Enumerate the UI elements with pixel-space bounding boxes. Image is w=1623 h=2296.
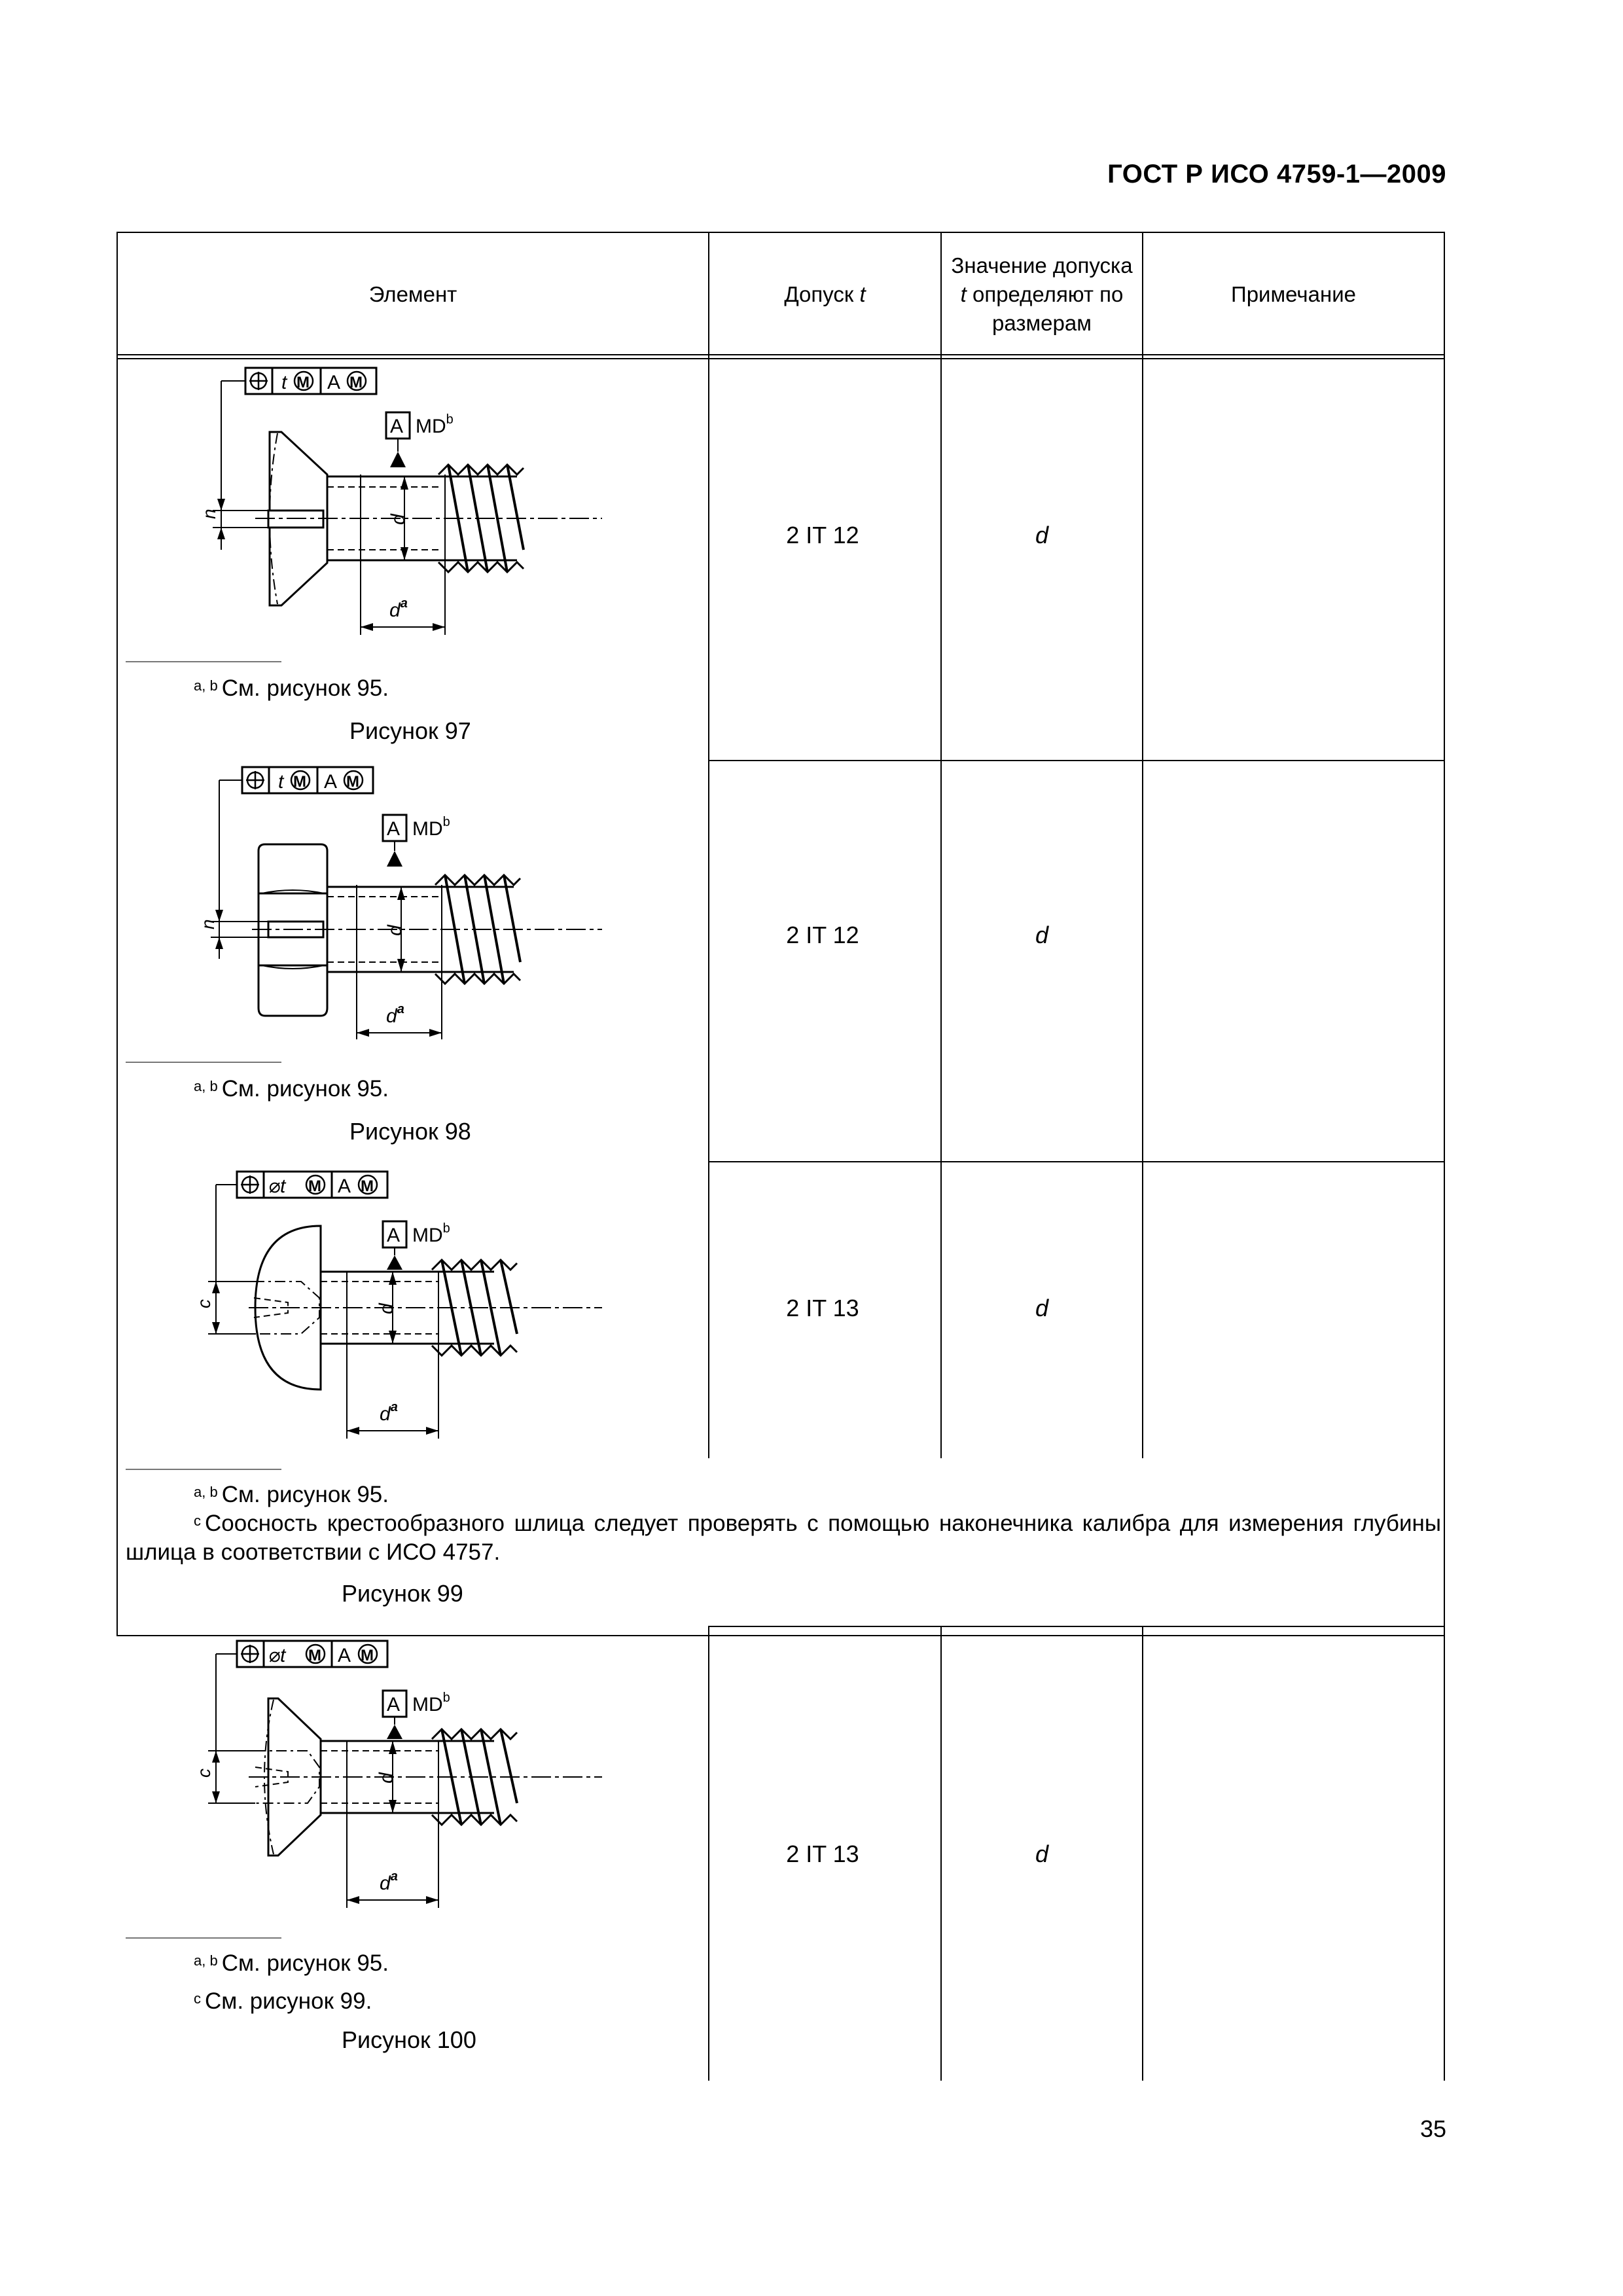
page-number: 35 xyxy=(1419,2115,1446,2142)
svg-text:da: $d^a$ xyxy=(389,596,408,621)
svg-text:d: d xyxy=(376,1772,397,1784)
svg-text:MDb: $MD^b$ xyxy=(412,815,450,840)
svg-text:M: M xyxy=(361,1177,374,1195)
column-header-note: Примечание xyxy=(1230,282,1356,306)
svg-text:M: M xyxy=(361,1647,374,1664)
col-divider-1 xyxy=(708,232,709,1458)
svg-text:d: d xyxy=(387,514,409,525)
col-divider-3 xyxy=(1142,232,1143,1458)
svg-text:n: n xyxy=(199,509,219,519)
figure-caption: Рисунок 98 xyxy=(349,1118,471,1145)
footnote: $^{a, b}$ См. рисунок 95. xyxy=(194,1950,389,1976)
svg-text:c: c xyxy=(194,1768,214,1778)
figure-99-drawing xyxy=(190,1164,609,1452)
svg-text:A: A xyxy=(390,416,404,437)
svg-text:⌀t: ⌀t xyxy=(268,1175,286,1197)
figure-caption: Рисунок 100 xyxy=(342,2026,476,2053)
value-cell: d xyxy=(1035,522,1049,548)
table-right-border xyxy=(1444,232,1445,2081)
svg-text:da: $d^a$ xyxy=(386,1002,404,1027)
svg-text:A: A xyxy=(338,1645,351,1666)
footnote-rule xyxy=(126,1469,281,1470)
column-header-element: Элемент xyxy=(368,282,457,306)
footnote: $^{a, b}$ См. рисунок 95. xyxy=(194,1076,389,1102)
svg-text:n: n xyxy=(198,919,218,929)
svg-text:A: A xyxy=(324,771,338,793)
value-cell: d xyxy=(1035,1840,1049,1867)
svg-text:da: $d^a$ xyxy=(380,1869,398,1894)
footnote-note: $^c$ Соосность крестообразного шлица следует проверять с помощью наконечника калибра для измерения глубины шлица в соответствии с ИСО 4757. xyxy=(126,1511,1441,1565)
footnote-rule xyxy=(126,1062,281,1063)
tolerance-cell: 2 IT 12 xyxy=(786,522,859,548)
table-left-border xyxy=(116,232,118,1636)
tolerance-cell: 2 IT 13 xyxy=(786,1295,859,1321)
svg-text:A: A xyxy=(387,1694,401,1715)
svg-text:d: d xyxy=(376,1303,397,1314)
value-cell: d xyxy=(1035,922,1049,948)
footnote: $^{a, b}$ См. рисунок 95. xyxy=(194,1482,389,1507)
svg-text:t: t xyxy=(281,372,287,393)
column-header-value: Значение допуска t определяют по размерам xyxy=(951,253,1133,335)
svg-text:A: A xyxy=(338,1175,351,1197)
svg-text:c: c xyxy=(194,1299,214,1308)
svg-text:M: M xyxy=(296,374,310,391)
svg-text:M: M xyxy=(293,773,306,791)
svg-text:M: M xyxy=(346,773,359,791)
svg-text:MDb: $MD^b$ xyxy=(412,1221,450,1246)
row-divider-3 xyxy=(708,1626,1445,1627)
svg-text:M: M xyxy=(308,1177,321,1195)
svg-text:A: A xyxy=(387,1225,401,1246)
figure-caption: Рисунок 97 xyxy=(349,717,471,744)
tolerance-cell: 2 IT 13 xyxy=(786,1840,859,1867)
svg-text:MDb: $MD^b$ xyxy=(416,412,454,437)
svg-text:⌀t: ⌀t xyxy=(268,1645,286,1666)
row-divider-1 xyxy=(708,760,1445,761)
figure-97-drawing xyxy=(190,360,609,648)
footnote: $^{a, b}$ См. рисунок 95. xyxy=(194,675,389,701)
svg-text:d: d xyxy=(384,925,406,936)
svg-text:M: M xyxy=(308,1647,321,1664)
footnote: $^c$ См. рисунок 99. xyxy=(194,1988,372,2014)
svg-text:MDb: $MD^b$ xyxy=(412,1691,450,1715)
value-cell: d xyxy=(1035,1295,1049,1321)
svg-text:t: t xyxy=(278,771,284,793)
figure-100-drawing xyxy=(190,1633,609,1921)
figure-98-drawing xyxy=(190,759,609,1047)
document-header: ГОСТ Р ИСО 4759-1—2009 xyxy=(1107,160,1446,188)
tolerance-cell: 2 IT 12 xyxy=(786,922,859,948)
column-header-tolerance: Допуск t xyxy=(784,282,866,306)
svg-text:da: $d^a$ xyxy=(380,1400,398,1425)
row-divider-2 xyxy=(708,1161,1445,1162)
col-divider-2 xyxy=(940,232,942,1458)
svg-text:A: A xyxy=(327,372,341,393)
svg-text:A: A xyxy=(387,818,401,840)
footnote-rule xyxy=(126,1937,281,1939)
svg-text:M: M xyxy=(349,374,363,391)
footnote-rule xyxy=(126,661,281,662)
figure-caption: Рисунок 99 xyxy=(342,1580,463,1607)
